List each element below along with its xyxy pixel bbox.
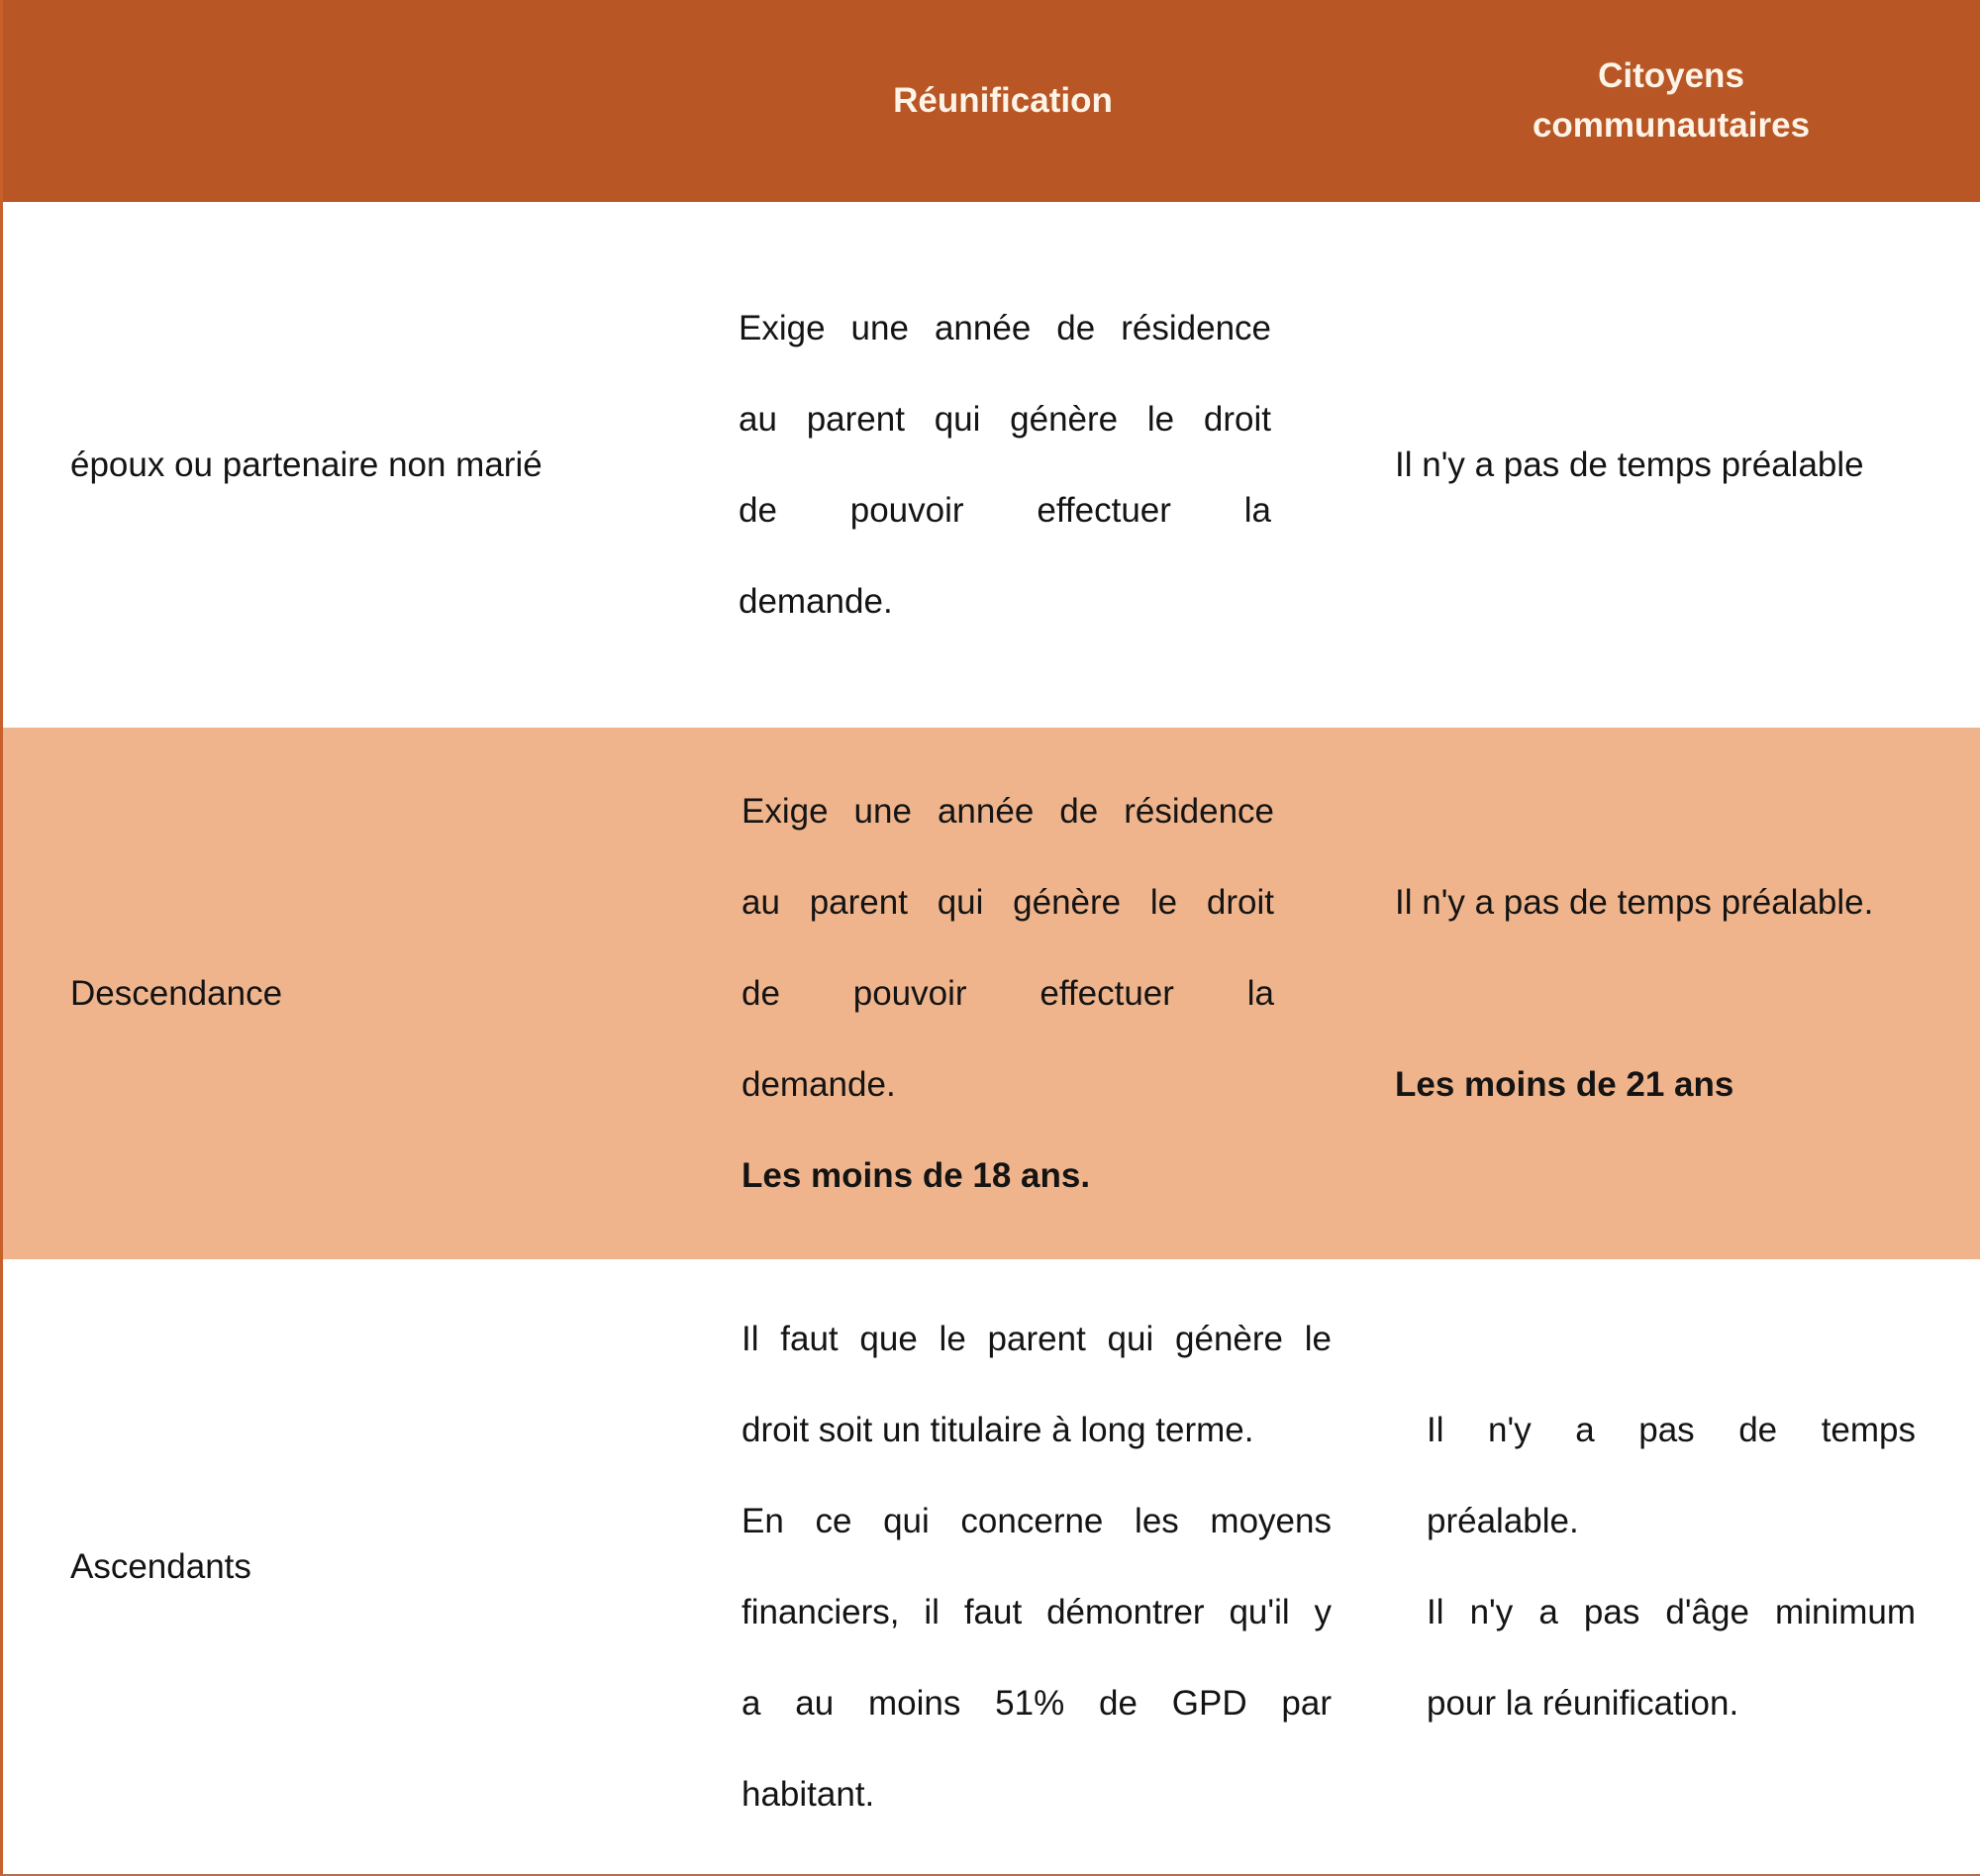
reunification-cell <box>739 202 1271 728</box>
text-line: En ce qui concerne les moyens <box>742 1501 1332 1540</box>
table-row-ascendants <box>3 1259 1980 1874</box>
header-reunification: Réunification <box>893 81 1113 120</box>
text-line: Il n'y a pas d'âge minimum <box>1427 1592 1916 1631</box>
row-label: Descendance <box>70 973 283 1013</box>
row-label: époux ou partenaire non marié <box>70 444 543 484</box>
text-line: Exige une année de résidence <box>742 791 1274 831</box>
table-header <box>3 0 1980 202</box>
text-line: demande. <box>742 1064 896 1104</box>
text-line: préalable. <box>1427 1501 1579 1540</box>
text-line: financiers, il faut démontrer qu'il y <box>742 1592 1332 1631</box>
text-line: Il n'y a pas de temps préalable <box>1395 444 1864 484</box>
text-line: de pouvoir effectuer la <box>742 973 1274 1013</box>
age-limit-text: Les moins de 18 ans. <box>742 1155 1091 1195</box>
citoyens-cell <box>1427 1259 1916 1874</box>
table-row-epoux <box>3 202 1980 728</box>
citoyens-cell <box>1395 202 1949 728</box>
text-line: Il faut que le parent qui génère le <box>742 1319 1332 1358</box>
text-line: Il n'y a pas de temps préalable. <box>1395 882 1874 922</box>
text-line: au parent qui génère le droit <box>739 399 1271 439</box>
reunification-cell <box>742 1259 1332 1874</box>
text-line: demande. <box>739 581 893 621</box>
header-col3-line1: Citoyens <box>1598 56 1744 95</box>
age-limit-text: Les moins de 21 ans <box>1395 1064 1734 1104</box>
text-line: pour la réunification. <box>1427 1683 1739 1723</box>
reunification-cell <box>742 728 1274 1259</box>
text-line: au parent qui génère le droit <box>742 882 1274 922</box>
text-line: droit soit un titulaire à long terme. <box>742 1410 1254 1449</box>
text-line: de pouvoir effectuer la <box>739 490 1271 530</box>
text-line: habitant. <box>742 1774 875 1814</box>
citoyens-cell <box>1395 728 1949 1259</box>
header-citoyens-communautaires <box>1369 0 1973 202</box>
text-line: Il n'y a pas de temps <box>1427 1410 1916 1449</box>
text-line: Exige une année de résidence <box>739 308 1271 347</box>
row-label: Ascendants <box>70 1546 251 1586</box>
table-row-descendance <box>3 728 1980 1259</box>
text-line: a au moins 51% de GPD par <box>742 1683 1332 1723</box>
header-col3-line2: communautaires <box>1532 106 1811 145</box>
